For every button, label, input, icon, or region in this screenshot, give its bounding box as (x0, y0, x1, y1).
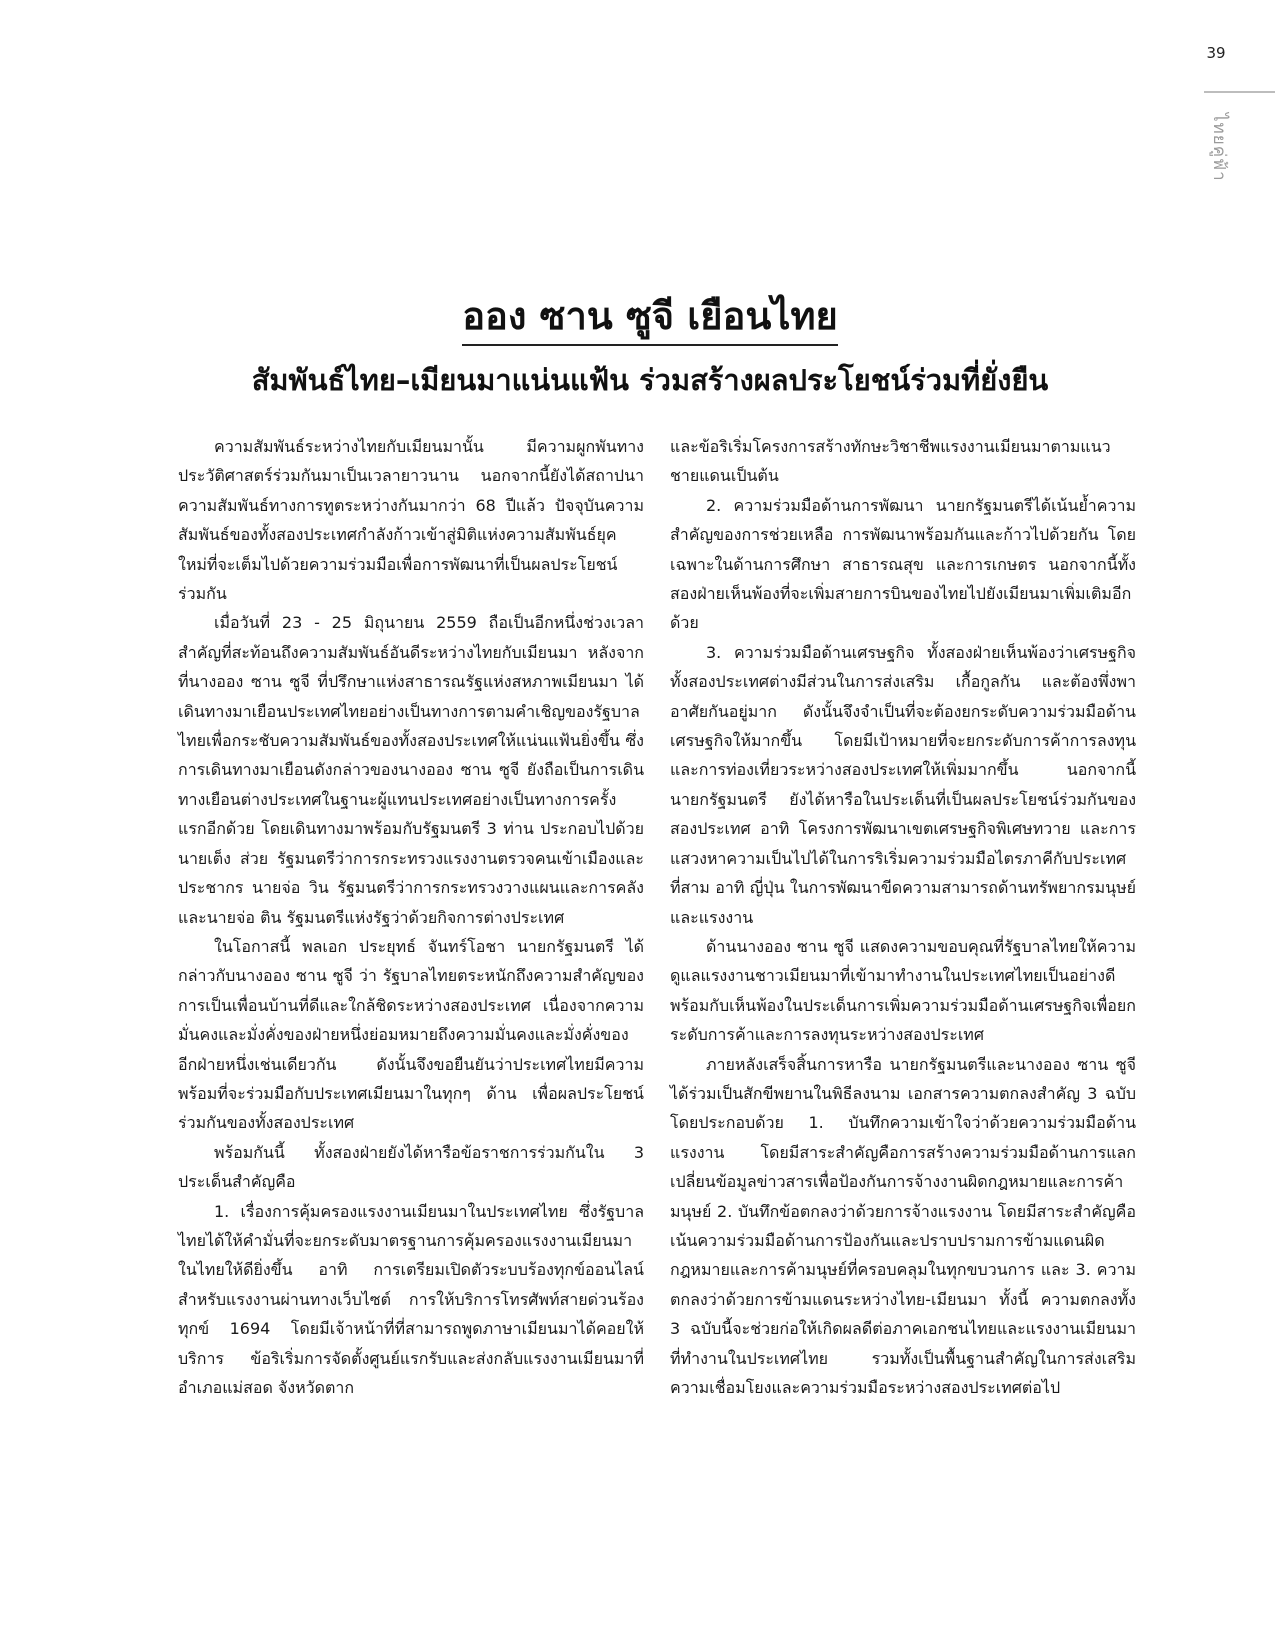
header-divider (1204, 91, 1275, 93)
paragraph: และข้อริเริ่มโครงการสร้างทักษะวิชาชีพแรงงานเมียนมาตามแนวชายแดนเป็นต้น (670, 437, 1111, 486)
paragraph: ด้านนางออง ซาน ซูจี แสดงความขอบคุณที่รัฐบาลไทยให้ความดูแลแรงงานชาวเมียนมาที่เข้ามาทำงานในประเทศไทยเป็นอย่างดี พร้อมกับเห็นพ้องในประเด็นการเพิ่มความร่วมมือด้านเศรษฐกิจเพื่อยกระดับการค้าและการลงทุนระหว่างสองประเทศ (670, 936, 1136, 1045)
article-heading (160, 290, 1140, 400)
paragraph: ความสัมพันธ์ระหว่างไทยกับเมียนมานั้น มีความผูกพันทางประวัติศาสตร์ร่วมกันมาเป็นเวลายาวนาน นอกจากนี้ยังได้สถาปนาความสัมพันธ์ทางการทูตระหว่างกันมากว่า 68 ปีแล้ว ปัจจุบันความสัมพันธ์ของทั้งสองประเทศกำลังก้าวเข้าสู่มิติแห่งความสัมพันธ์ยุคใหม่ที่จะเต็มไปด้วยความร่วมมือเพื่อการพัฒนาที่เป็นผลประโยชน์ร่วมกัน (178, 437, 644, 604)
paragraph: พร้อมกันนี้ ทั้งสองฝ่ายยังได้หารือข้อราชการร่วมกันใน 3 ประเด็นสำคัญคือ (178, 1142, 644, 1192)
article-subtitle: สัมพันธ์ไทย–เมียนมาแน่นแฟ้น ร่วมสร้างผลประโยชน์ร่วมที่ยั่งยืน (251, 363, 1049, 397)
paragraph: 2. ความร่วมมือด้านการพัฒนา นายกรัฐมนตรีได้เน้นย้ำความสำคัญของการช่วยเหลือ การพัฒนาพร้อมกันและก้าวไปด้วยกัน โดยเฉพาะในด้านการศึกษา สาธารณสุข และการเกษตร นอกจากนี้ทั้งสองฝ่ายเห็นพ้องที่จะเพิ่มสายการบินของไทยไปยังเมียนมาเพิ่มเติมอีกด้วย (670, 495, 1136, 633)
paragraph: เมื่อวันที่ 23 - 25 มิถุนายน 2559 ถือเป็นอีกหนึ่งช่วงเวลาสำคัญที่สะท้อนถึงความสัมพันธ์อันดีระหว่างไทยกับเมียนมา หลังจากที่นางออง ซาน ซูจี ที่ปรึกษาแห่งสาธารณรัฐแห่งสหภาพเมียนมา ได้เดินทางมาเยือนประเทศไทยอย่างเป็นทางการตามคำเชิญของรัฐบาลไทยเพื่อกระชับความสัมพันธ์ของทั้งสองประเทศให้แน่นแฟ้นยิ่งขึ้น ซึ่งการเดินทางมาเยือนดังกล่าวของนางออง ซาน ซูจี ยังถือเป็นการเดินทางเยือนต่างประเทศในฐานะผู้แทนประเทศอย่างเป็นทางการครั้งแรกอีกด้วย โดยเดินทางมาพร้อมกับรัฐมนตรี 3 ท่าน ประกอบไปด้วย นายเต็ง ส่วย รัฐมนตรีว่าการกระทรวงแรงงานตรวจคนเข้าเมืองและประชากร นายจ่อ วิน รัฐมนตรีว่าการกระทรวงวางแผนและการคลัง และนายจ่อ ติน รัฐมนตรีแห่งรัฐว่าด้วยกิจการต่างประเทศ (178, 613, 644, 927)
article-body (178, 432, 1136, 1402)
article-title: ออง ซาน ซูจี เยือนไทย (462, 290, 838, 346)
paragraph: ภายหลังเสร็จสิ้นการหารือ นายกรัฐมนตรีและนางออง ซาน ซูจี ได้ร่วมเป็นสักขีพยานในพิธีลงนาม เอกสารความตกลงสำคัญ 3 ฉบับ โดยประกอบด้วย 1. บันทึกความเข้าใจว่าด้วยความร่วมมือด้านแรงงาน โดยมีสาระสำคัญคือการสร้างความร่วมมือด้านการแลกเปลี่ยนข้อมูลข่าวสารเพื่อป้องกันการจ้างงานผิดกฎหมายและการค้ามนุษย์ 2. บันทึกข้อตกลงว่าด้วยการจ้างแรงงาน โดยมีสาระสำคัญคือเน้นความร่วมมือด้านการป้องกันและปราบปรามการข้ามแดนผิดกฎหมายและการค้ามนุษย์ที่ครอบคลุมในทุกขบวนการ และ 3. ความตกลงว่าด้วยการข้ามแดนระหว่างไทย-เมียนมา ทั้งนี้ ความตกลงทั้ง 3 ฉบับนี้จะช่วยก่อให้เกิดผลดีต่อภาคเอกชนไทยและแรงงานเมียนมาที่ทำงานในประเทศไทย รวมทั้งเป็นพื้นฐานสำคัญในการส่งเสริมความเชื่อมโยงและความร่วมมือระหว่างสองประเทศต่อไป (670, 1054, 1136, 1397)
paragraph: 3. ความร่วมมือด้านเศรษฐกิจ ทั้งสองฝ่ายเห็นพ้องว่าเศรษฐกิจทั้งสองประเทศต่างมีส่วนในการส่งเสริม เกื้อกูลกัน และต้องพึ่งพาอาศัยกันอยู่มาก ดังนั้นจึงจำเป็นที่จะต้องยกระดับความร่วมมือด้านเศรษฐกิจให้มากขึ้น โดยมีเป้าหมายที่จะยกระดับการค้าการลงทุนและการท่องเที่ยวระหว่างสองประเทศให้เพิ่มมากขึ้น นอกจากนี้ นายกรัฐมนตรี ยังได้หารือในประเด็นที่เป็นผลประโยชน์ร่วมกันของสองประเทศ อาทิ โครงการพัฒนาเขตเศรษฐกิจพิเศษทวาย และการแสวงหาความเป็นไปได้ในการริเริ่มความร่วมมือไตรภาคีกับประเทศที่สาม อาทิ ญี่ปุ่น ในการพัฒนาขีดความสามารถด้านทรัพยากรมนุษย์และแรงงาน (670, 642, 1136, 927)
paragraph: 1. เรื่องการคุ้มครองแรงงานเมียนมาในประเทศไทย ซึ่งรัฐบาลไทยได้ให้คำมั่นที่จะยกระดับมาตรฐานการคุ้มครองแรงงานเมียนมาในไทยให้ดียิ่งขึ้น อาทิ การเตรียมเปิดตัวระบบร้องทุกข์ออนไลน์สำหรับแรงงานผ่านทางเว็บไซต์ การให้บริการโทรศัพท์สายด่วนร้องทุกข์ 1694 โดยมีเจ้าหน้าที่ที่สามารถพูดภาษาเมียนมาได้คอยให้บริการ ข้อริเริ่มการจัดตั้งศูนย์แรกรับและส่งกลับแรงงานเมียนมาที่อำเภอแม่สอด จังหวัดตาก (178, 1201, 644, 1397)
page-number: 39 (1206, 44, 1226, 62)
left-column (178, 432, 644, 1402)
paragraph: ในโอกาสนี้ พลเอก ประยุทธ์ จันทร์โอชา นายกรัฐมนตรี ได้กล่าวกับนางออง ซาน ซูจี ว่า รัฐบาลไทยตระหนักถึงความสำคัญของการเป็นเพื่อนบ้านที่ดีและใกล้ชิดระหว่างสองประเทศ เนื่องจากความมั่นคงและมั่งคั่งของฝ่ายหนึ่งย่อมหมายถึงความมั่นคงและมั่งคั่งของอีกฝ่ายหนึ่งเช่นเดียวกัน ดังนั้นจึงขอยืนยันว่าประเทศไทยมีความพร้อมที่จะร่วมมือกับประเทศเมียนมาในทุกๆ ด้าน เพื่อผลประโยชน์ร่วมกันของทั้งสองประเทศ (178, 936, 644, 1133)
right-column (670, 432, 1136, 1402)
section-label: ไทยคู่ฟ้า (1209, 113, 1229, 182)
